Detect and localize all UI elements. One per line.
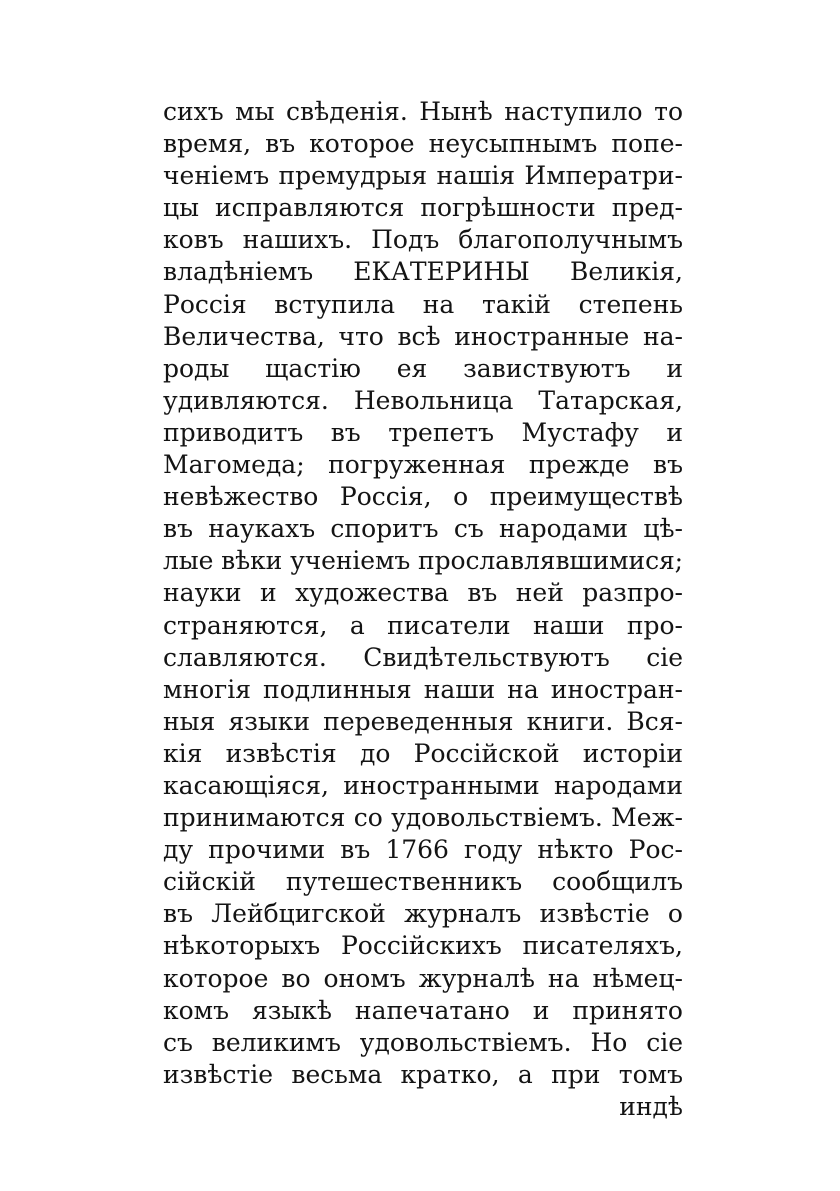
text-line: славляются. Свидѣтельствуютъ сіе	[163, 642, 683, 672]
text-line: лые вѣки ученіемъ прославлявшимися;	[163, 546, 683, 576]
text-line: ковъ нашихъ. Подъ благополучнымъ	[163, 225, 683, 255]
text-line: касающіяся, иностранными народами	[163, 770, 683, 800]
text-line: удивляются. Невольница Татарская,	[163, 385, 683, 415]
text-line: цы исправляются погрѣшности пред-	[163, 193, 683, 223]
text-line: извѣстіе весьма кратко, а при томъ	[163, 1059, 683, 1089]
text-line: приводитъ въ трепетъ Мустафу и	[163, 417, 683, 447]
text-line: сійскій путешественникъ сообщилъ	[163, 867, 683, 897]
text-line: комъ языкѣ напечатано и принято	[163, 995, 683, 1025]
text-line: въ наукахъ споритъ съ народами цѣ-	[163, 514, 683, 544]
text-line: Россія вступила на такій степень	[163, 289, 683, 319]
text-line: роды щастію ея завиствуютъ и	[163, 353, 683, 383]
text-line: ченіемъ премудрыя нашія Императри-	[163, 161, 683, 191]
text-line: Магомеда; погруженная прежде въ	[163, 450, 683, 480]
text-line: въ Лейбцигской журналъ извѣстіе о	[163, 899, 683, 929]
text-line: съ великимъ удовольствіемъ. Но сіе	[163, 1027, 683, 1057]
text-line: которое во ономъ журналѣ на нѣмец-	[163, 963, 683, 993]
text-line: нѣкоторыхъ Россійскихъ писателяхъ,	[163, 931, 683, 961]
text-line: Величества, что всѣ иностранные на-	[163, 321, 683, 351]
catchword: индѣ	[619, 1091, 683, 1121]
text-line: время, въ которое неусыпнымъ попе-	[163, 129, 683, 159]
text-line: владѣніемъ ЕКАТЕРИНЫ Великія,	[163, 257, 683, 287]
text-line: ду прочими въ 1766 году нѣкто Рос-	[163, 835, 683, 865]
text-line: принимаются со удовольствіемъ. Меж-	[163, 803, 683, 833]
text-line: науки и художества въ ней разпро-	[163, 578, 683, 608]
text-line: сихъ мы свѣденія. Нынѣ наступило то	[163, 97, 683, 126]
text-line: невѣжество Россія, о преимуществѣ	[163, 482, 683, 512]
text-line: многія подлинныя наши на иностран-	[163, 674, 683, 704]
text-line: ныя языки переведенныя книги. Вся-	[163, 706, 683, 736]
body-text	[163, 96, 683, 1123]
text-line: страняются, а писатели наши про-	[163, 610, 683, 640]
text-line: кія извѣстія до Россійской исторіи	[163, 738, 683, 768]
